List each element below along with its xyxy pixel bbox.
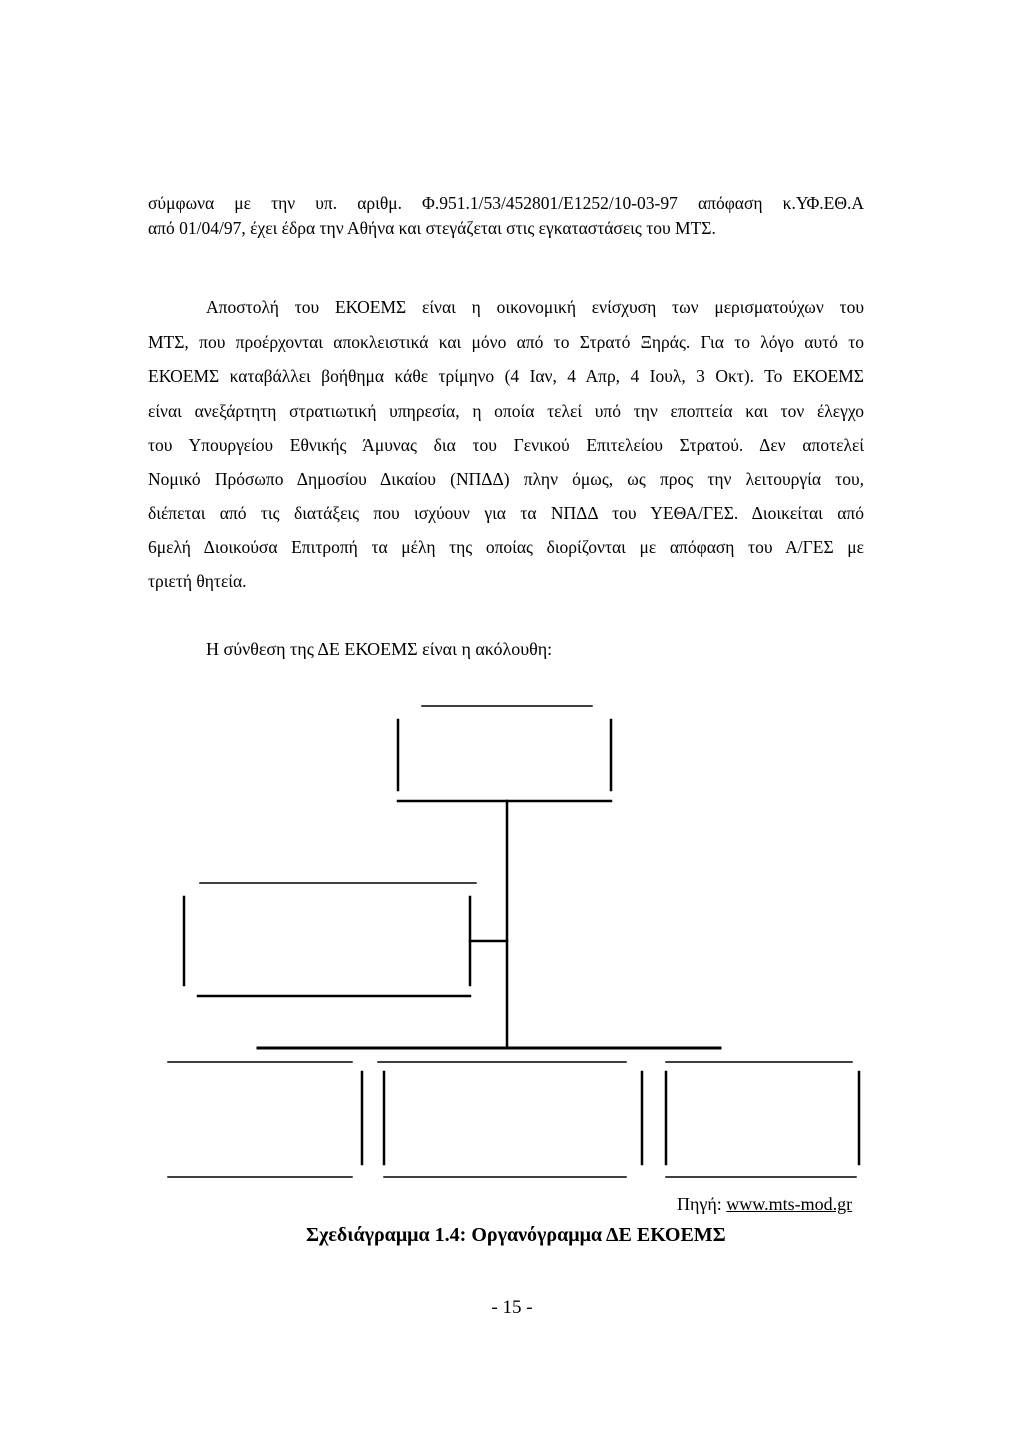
paragraph2-line5: του Υπουργείου Εθνικής Άμυνας δια του Γενικού Επιτελείου Στρατού. Δεν αποτελεί [148, 435, 864, 455]
figure-source-label: Πηγή: [677, 1194, 727, 1214]
page-number: - 15 - [491, 1297, 533, 1318]
paragraph2-line7: διέπεται από τις διατάξεις που ισχύουν για τα ΝΠΔΔ του ΥΕΘΑ/ΓΕΣ. Διοικείται από [148, 503, 864, 523]
org-box-vice-president [184, 883, 476, 996]
paragraph2-line4: είναι ανεξάρτητη στρατιωτική υπηρεσία, η οποία τελεί υπό την εποπτεία και τον έλεγχο [148, 401, 864, 421]
paragraph2-line6: Νομικό Πρόσωπο Δημοσίου Δικαίου (ΝΠΔΔ) πλην όμως, ως προς την λειτουργία του, [148, 469, 864, 489]
paragraph2-line3: ΕΚΟΕΜΣ καταβάλλει βοήθημα κάθε τρίμηνο (4 Ιαν, 4 Απρ, 4 Ιουλ, 3 Οκτ). Το ΕΚΟΕΜΣ [148, 366, 864, 386]
composition-intro: Η σύνθεση της ΔΕ ΕΚΟΕΜΣ είναι η ακόλουθη: [206, 639, 553, 659]
paragraph1-line1: σύμφωνα με την υπ. αριθμ. Φ.951.1/53/452801/Ε1252/10-03-97 απόφαση κ.ΥΦ.ΕΘ.Α [148, 193, 864, 213]
figure-source-url[interactable]: www.mts-mod.gr [726, 1194, 853, 1214]
paragraph1-line2: από 01/04/97, έχει έδρα την Αθήνα και στεγάζεται στις εγκαταστάσεις του ΜΤΣ. [148, 218, 716, 238]
paragraph2-line9: τριετή θητεία. [148, 571, 247, 591]
paragraph2-line2: ΜΤΣ, που προέρχονται αποκλειστικά και μόνο από το Στρατό Ξηράς. Για το λόγο αυτό το [148, 332, 864, 352]
paragraph2-line8: 6μελή Διοικούσα Επιτροπή τα μέλη της οποίας διορίζονται με απόφαση του Α/ΓΕΣ με [148, 537, 864, 557]
paragraph2-line1: Αποστολή του ΕΚΟΕΜΣ είναι η οικονομική ενίσχυση των μερισματούχων του [206, 297, 864, 317]
org-box-member-left [168, 1062, 362, 1177]
org-box-member-middle [378, 1062, 642, 1177]
figure-caption: Σχεδιάγραμμα 1.4: Οργανόγραμμα ΔΕ ΕΚΟΕΜΣ [306, 1224, 726, 1246]
figure-source [677, 1194, 852, 1215]
org-box-president [398, 706, 611, 801]
org-box-member-right [666, 1062, 859, 1177]
